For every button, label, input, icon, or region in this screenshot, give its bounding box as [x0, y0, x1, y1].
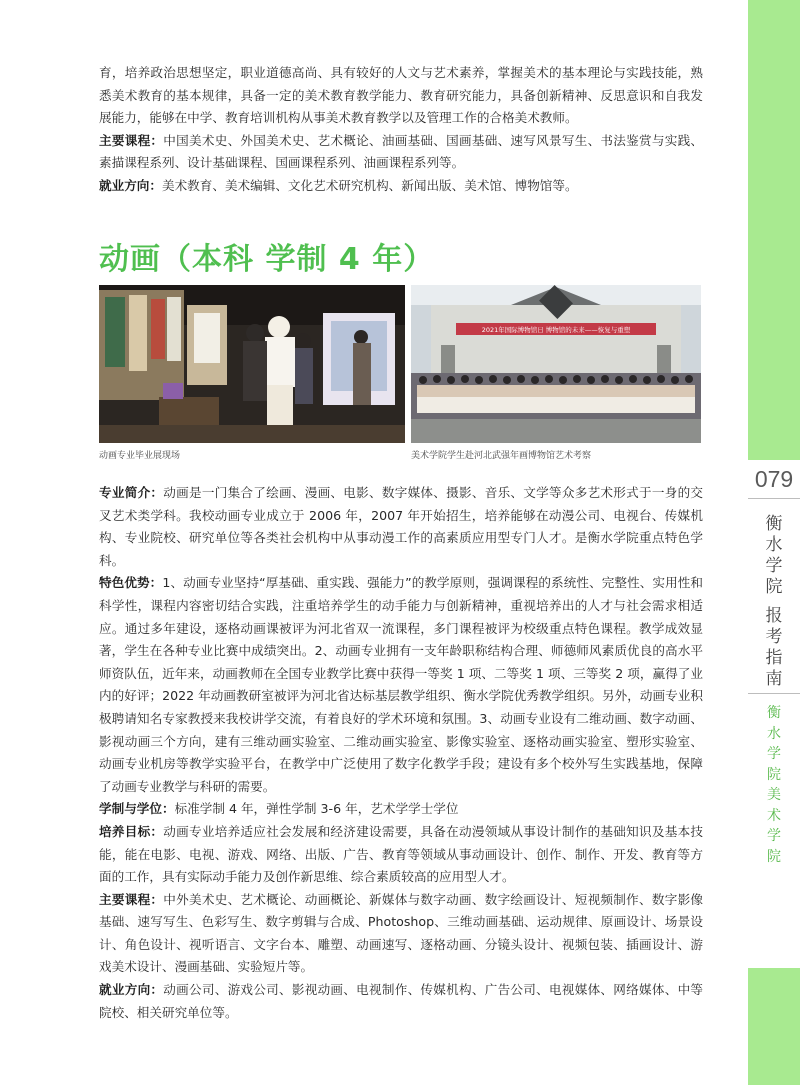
sidebar-top-band [748, 0, 800, 460]
college-char: 衡 [767, 705, 781, 721]
career-direction [99, 979, 703, 1024]
main-courses-label: 主要课程： [99, 891, 164, 907]
page-number: 079 [754, 466, 794, 492]
guide-title-vertical [748, 514, 800, 690]
main-courses [99, 889, 703, 979]
guide-char: 学 [765, 556, 783, 576]
major-intro [99, 482, 703, 572]
study-system-label: 学制与学位： [99, 801, 175, 817]
art-career-label: 就业方向： [99, 177, 162, 193]
art-career [99, 175, 703, 198]
art-courses-text: 中国美术史、外国美术史、艺术概论、油画基础、国画基础、速写风景写生、书法鉴赏与实践、素描课程系列、设计基础课程、国画课程系列、油画课程系列等。 [99, 132, 704, 171]
group-caption: 美术学院学生赴河北武强年画博物馆艺术考察 [411, 451, 592, 461]
art-career-text: 美术教育、美术编辑、文化艺术研究机构、新闻出版、美术馆、博物馆等。 [161, 177, 578, 193]
banner-text: 2021年国际博物馆日 博物馆的未来——恢复与重塑 [481, 326, 631, 334]
training-goal-text: 动画专业培养适应社会发展和经济建设需要，具备在动漫领域从事设计制作的基础知识及基本技能，能在电影、电视、游戏、网络、出版、广告、教育等领域从事动画设计、创作、制作、开发、教育等方面的工作，具有实际动手能力及创作新思维、综合素质较高的应用型人才。 [99, 823, 704, 885]
guide-char: 衡 [765, 514, 783, 534]
exhibition-caption: 动画专业毕业展现场 [99, 451, 181, 461]
sidebar-bottom-band [748, 968, 800, 1085]
college-char: 学 [767, 828, 781, 844]
art-courses [99, 130, 703, 175]
career-direction-text: 动画公司、游戏公司、影视动画、电视制作、传媒机构、广告公司、电视媒体、网络媒体、中等院校、相关研究单位等。 [99, 982, 704, 1020]
intro-paragraph: 育，培养政治思想坚定，职业道德高尚、具有较好的人文与艺术素养，掌握美术的基本理论与实践技能，熟悉美术教育的基本规律，具备一定的美术教育教学能力、教育研究能力，具备创新精神、反思意识和自我发展能力，能够在中学、教育培训机构从事美术教育教学以及管理工作的合格美术教师。 [99, 65, 703, 126]
major-features-label: 特色优势： [99, 575, 163, 591]
guide-char: 指 [765, 648, 783, 668]
college-char: 水 [767, 725, 781, 742]
sidebar-divider-2 [748, 693, 800, 694]
section-title: 动画（本科 学制 4 年） [99, 242, 435, 277]
study-system [99, 798, 703, 821]
study-system-text: 标准学制 4 年，弹性学制 3-6 年，艺术学学士学位 [174, 801, 459, 817]
college-char: 术 [767, 807, 781, 824]
college-char: 美 [767, 787, 781, 803]
major-intro-label: 专业简介： [99, 485, 164, 500]
group-photo [411, 285, 701, 443]
college-name-vertical [748, 703, 800, 867]
guide-char: 报 [765, 606, 783, 626]
college-char: 学 [767, 746, 781, 762]
animation-details [99, 482, 703, 1024]
college-char: 院 [767, 848, 781, 865]
major-features [99, 572, 703, 798]
major-intro-text: 动画是一门集合了绘画、漫画、电影、数字媒体、摄影、音乐、文学等众多艺术形式于一身的交叉艺术类学科。我校动画专业成立于 2006 年，2007 年开始招生，培养能够在动漫公司、电视台、传媒机构、专业院校、研究单位等各类社会机构中从事动漫工作的高素质应用型专门人才。是衡水学院重点特色学科。 [99, 485, 704, 568]
training-goal-label: 培养目标： [99, 823, 164, 839]
training-goal [99, 821, 703, 889]
college-char: 院 [767, 766, 781, 783]
guide-char: 水 [765, 535, 783, 555]
major-features-text: 1、动画专业坚持“厚基础、重实践、强能力”的教学原则，强调课程的系统性、完整性、实用性和科学性，课程内容密切结合实践，注重培养学生的动手能力与创新精神，重视培养出的人才与社会需求相适应。通过多年建设，逐格动画课被评为河北省双一流课程，多门课程被评为校级重点特色课程。教学成效显著，学生在各种专业比赛中成绩突出。2、动画专业拥有一支年龄职称结构合理、师德师风素质优良的高水平师资队伍，近年来，动画教师在全国专业教学比赛中获得一等奖 1 项、二等奖 1 项、三等奖 2 项，赢得了业内的好评；2022 年动画教研室被评为河北省达标基层教学组织、衡水学院优秀教学组织。另外，动画专业积极聘请知名专家教授来我校讲学交流，有着良好的学术环境和氛围。3、动画专业设有二维动画、数字动画、影视动画三个方向，建有三维动画实验室、二维动画实验室、影像实验室、逐格动画实验室、塑形实验室、动画专业机房等教学实验平台，在教学中广泛使用了数字化教学手段；建设有多个校外写生实践基地，保障了动画专业教学与科研的需要。 [99, 575, 704, 794]
art-courses-label: 主要课程： [99, 132, 164, 148]
guide-char: 考 [765, 627, 783, 647]
intro-block [99, 62, 703, 198]
main-courses-text: 中外美术史、艺术概论、动画概论、新媒体与数字动画、数字绘画设计、短视频制作、数字影像基础、速写写生、色彩写生、数字剪辑与合成、Photoshop、三维动画基础、运动规律、原画设计、场景设计、角色设计、视听语言、文字台本、雕塑、动画速写、逐格动画、分镜头设计、视频包装、插画设计、游戏美术设计、漫画基础、实验短片等。 [99, 891, 704, 975]
guide-char: 南 [765, 669, 783, 689]
exhibition-photo [99, 285, 405, 443]
guide-char: 院 [765, 577, 783, 597]
career-direction-label: 就业方向： [99, 982, 164, 998]
sidebar-divider-1 [748, 498, 800, 499]
